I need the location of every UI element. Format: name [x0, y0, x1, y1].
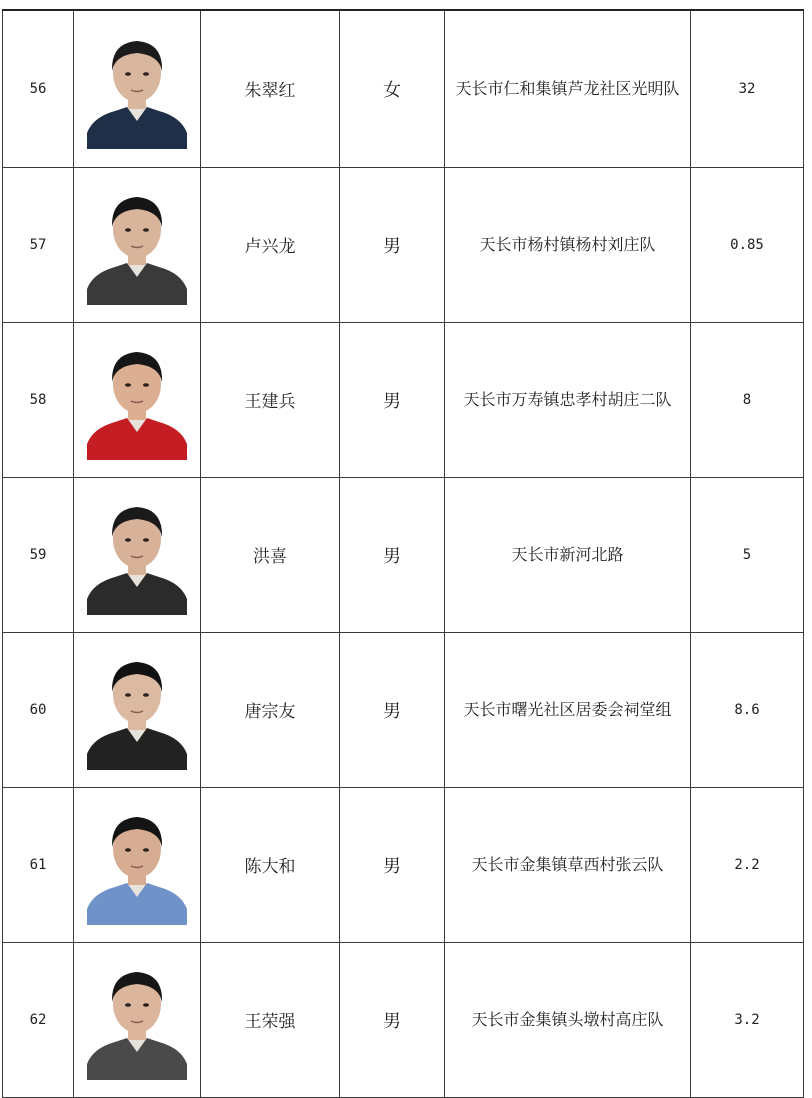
amount-value: 5 [691, 477, 804, 632]
portrait-photo-icon [87, 960, 187, 1080]
row-number: 56 [3, 10, 74, 167]
person-sex: 男 [340, 322, 445, 477]
row-number: 61 [3, 787, 74, 942]
photo-cell [74, 322, 201, 477]
person-address: 天长市金集镇头墩村高庄队 [445, 942, 691, 1097]
table-row [3, 322, 804, 477]
person-sex: 男 [340, 787, 445, 942]
person-sex: 女 [340, 10, 445, 167]
row-number: 62 [3, 942, 74, 1097]
person-name: 王建兵 [201, 322, 340, 477]
row-number: 59 [3, 477, 74, 632]
person-name: 朱翠红 [201, 10, 340, 167]
amount-value: 8.6 [691, 632, 804, 787]
person-address: 天长市曙光社区居委会祠堂组 [445, 632, 691, 787]
portrait-photo-icon [87, 29, 187, 149]
row-number: 58 [3, 322, 74, 477]
amount-value: 3.2 [691, 942, 804, 1097]
person-address: 天长市新河北路 [445, 477, 691, 632]
person-sex: 男 [340, 477, 445, 632]
amount-value: 0.85 [691, 167, 804, 322]
portrait-photo-icon [87, 185, 187, 305]
portrait-photo-icon [87, 805, 187, 925]
person-name: 唐宗友 [201, 632, 340, 787]
person-address: 天长市杨村镇杨村刘庄队 [445, 167, 691, 322]
person-name: 卢兴龙 [201, 167, 340, 322]
person-sex: 男 [340, 167, 445, 322]
portrait-photo-icon [87, 495, 187, 615]
photo-cell [74, 167, 201, 322]
amount-value: 2.2 [691, 787, 804, 942]
person-name: 陈大和 [201, 787, 340, 942]
person-address: 天长市金集镇草西村张云队 [445, 787, 691, 942]
person-address: 天长市万寿镇忠孝村胡庄二队 [445, 322, 691, 477]
person-name: 王荣强 [201, 942, 340, 1097]
table-row [3, 10, 804, 167]
amount-value: 8 [691, 322, 804, 477]
table-row [3, 942, 804, 1097]
row-number: 57 [3, 167, 74, 322]
row-number: 60 [3, 632, 74, 787]
photo-cell [74, 787, 201, 942]
photo-cell [74, 10, 201, 167]
table-row [3, 477, 804, 632]
table-row [3, 167, 804, 322]
portrait-photo-icon [87, 340, 187, 460]
table-row [3, 787, 804, 942]
person-address: 天长市仁和集镇芦龙社区光明队 [445, 10, 691, 167]
photo-cell [74, 632, 201, 787]
table-row [3, 632, 804, 787]
roster-table [2, 9, 804, 1098]
portrait-photo-icon [87, 650, 187, 770]
person-sex: 男 [340, 632, 445, 787]
amount-value: 32 [691, 10, 804, 167]
person-name: 洪喜 [201, 477, 340, 632]
photo-cell [74, 942, 201, 1097]
photo-cell [74, 477, 201, 632]
person-sex: 男 [340, 942, 445, 1097]
